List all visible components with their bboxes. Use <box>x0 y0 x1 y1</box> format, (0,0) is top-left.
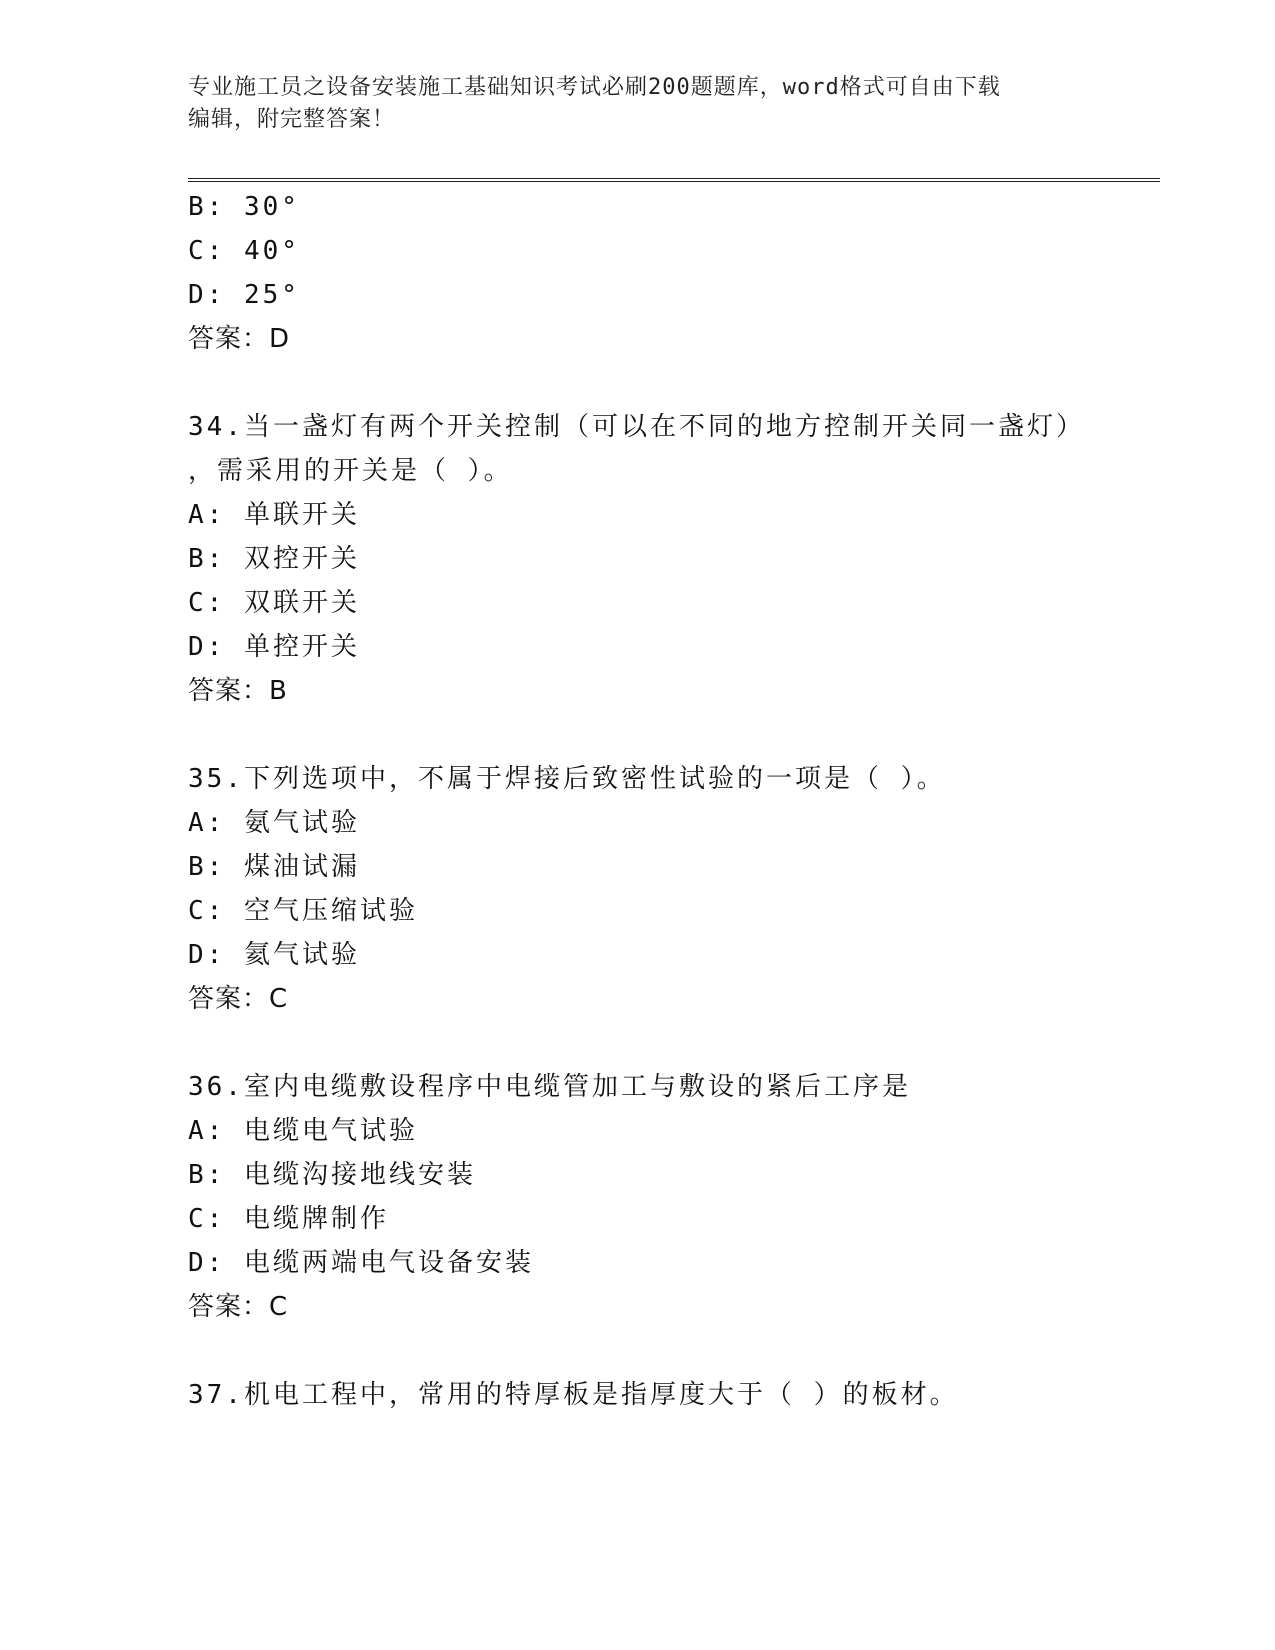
header-divider <box>188 178 1160 182</box>
question-35: 35.下列选项中，不属于焊接后致密性试验的一项是（ ）。 <box>188 764 946 794</box>
option-c: C: 40° <box>188 236 300 266</box>
option-b: B: 双控开关 <box>188 544 360 574</box>
question-34: 34.当一盏灯有两个开关控制（可以在不同的地方控制开关同一盏灯） <box>188 412 1085 442</box>
option-c: C: 双联开关 <box>188 588 360 618</box>
option-a: A: 氨气试验 <box>188 808 360 838</box>
answer: 答案：C <box>188 984 289 1014</box>
answer: 答案：C <box>188 1292 289 1322</box>
question-34-cont: ，需采用的开关是（ ）。 <box>188 456 513 486</box>
option-d: D: 电缆两端电气设备安装 <box>188 1248 534 1278</box>
option-a: A: 电缆电气试验 <box>188 1116 418 1146</box>
answer: 答案：D <box>188 324 291 354</box>
option-c: C: 空气压缩试验 <box>188 896 418 926</box>
option-d: D: 单控开关 <box>188 632 360 662</box>
option-b: B: 煤油试漏 <box>188 852 360 882</box>
option-a: A: 单联开关 <box>188 500 360 530</box>
document-header <box>188 72 1088 136</box>
option-c: C: 电缆牌制作 <box>188 1204 389 1234</box>
option-b: B: 30° <box>188 192 300 222</box>
header-line-1: 专业施工员之设备安装施工基础知识考试必刷200题题库，word格式可自由下载 <box>188 75 1001 100</box>
question-36: 36.室内电缆敷设程序中电缆管加工与敷设的紧后工序是 <box>188 1072 911 1102</box>
header-line-2: 编辑，附完整答案！ <box>188 107 396 132</box>
option-b: B: 电缆沟接地线安装 <box>188 1160 476 1190</box>
option-d: D: 氦气试验 <box>188 940 360 970</box>
option-d: D: 25° <box>188 280 300 310</box>
answer: 答案：B <box>188 676 288 706</box>
question-37: 37.机电工程中，常用的特厚板是指厚度大于（ ）的板材。 <box>188 1380 959 1410</box>
